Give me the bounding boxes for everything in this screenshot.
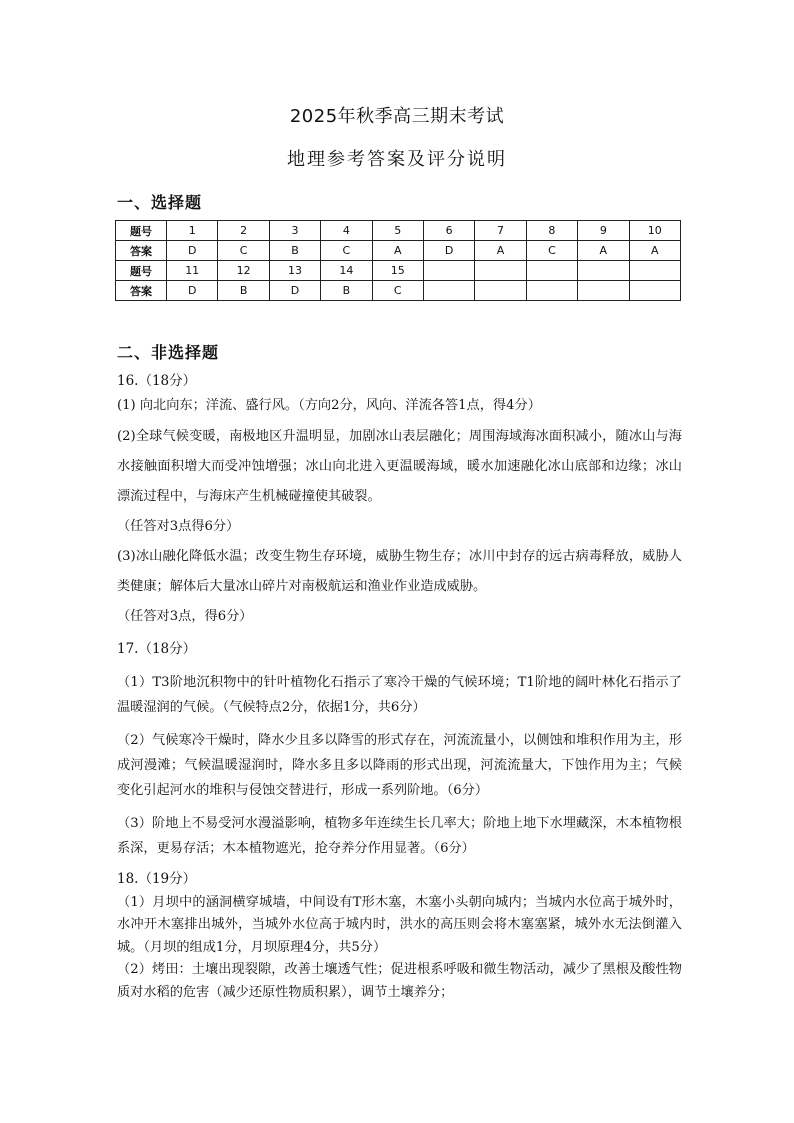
table-row (116, 261, 681, 281)
table-cell: A (475, 241, 526, 261)
table-cell: D (167, 241, 218, 261)
table-cell (475, 281, 526, 301)
table-cell: 13 (269, 261, 320, 281)
table-cell: B (321, 281, 372, 301)
table-row (116, 221, 681, 241)
table-cell: 7 (475, 221, 526, 241)
row-label-question: 题号 (116, 261, 167, 281)
table-cell (475, 261, 526, 281)
table-cell: C (218, 241, 269, 261)
table-cell: 6 (423, 221, 474, 241)
answer-paragraph: （1）月坝中的涵洞横穿城墙，中间设有T形木塞，木塞小头朝向城内；当城内水位高于城外时，水冲开木塞排出城外，当城外水位高于城内时，洪水的高压则会将木塞塞紧，城外水无法倒灌入城。（月坝的组成1分，月坝原理4分，共5分） (117, 894, 682, 955)
table-cell (423, 281, 474, 301)
table-cell: 5 (372, 221, 423, 241)
table-cell: A (372, 241, 423, 261)
section-heading-choice: 一、选择题 (117, 193, 203, 212)
table-cell: C (372, 281, 423, 301)
table-cell: B (269, 241, 320, 261)
table-cell: 9 (578, 221, 629, 241)
table-cell (629, 281, 680, 301)
table-cell: 12 (218, 261, 269, 281)
table-cell (578, 281, 629, 301)
table-cell: A (629, 241, 680, 261)
table-row (116, 281, 681, 301)
table-cell: 2 (218, 221, 269, 241)
table-cell: 3 (269, 221, 320, 241)
question-18-block (117, 868, 682, 1004)
scoring-note: （任答对3点得6分） (117, 519, 240, 534)
table-cell: D (167, 281, 218, 301)
answer-table (115, 220, 681, 301)
table-cell: 4 (321, 221, 372, 241)
row-label-answer: 答案 (116, 281, 167, 301)
answer-paragraph: （3）阶地上不易受河水漫溢影响，植物多年连续生长几率大；阶地上地下水埋藏深，木本植物根系深，更易存活；木本植物遮光，抢夺养分作用显著。（6分） (117, 815, 682, 856)
table-cell (629, 261, 680, 281)
table-cell: 11 (167, 261, 218, 281)
table-cell (526, 261, 577, 281)
scoring-note: （任答对3点，得6分） (117, 609, 253, 624)
page-title: 2025年秋季高三期末考试 (289, 106, 505, 127)
table-cell: B (218, 281, 269, 301)
table-cell: A (578, 241, 629, 261)
answer-paragraph: (3)冰山融化降低水温；改变生物生存环境，威胁生物生存；冰川中封存的远古病毒释放，威胁人类健康；解体后大量冰山碎片对南极航运和渔业作业造成威胁。 (117, 549, 682, 594)
answer-paragraph: (1) 向北向东；洋流、盛行风。（方向2分，风向、洋流各答1点，得4分） (117, 397, 541, 413)
table-cell (578, 261, 629, 281)
row-label-answer: 答案 (116, 241, 167, 261)
answer-paragraph: （1）T3阶地沉积物中的针叶植物化石指示了寒冷干燥的气候环境；T1阶地的阔叶林化石指示了温暖湿润的气候。（气候特点2分，依据1分，共6分） (117, 674, 682, 715)
question-heading: 16.（18分） (117, 373, 197, 389)
section-heading-nonchoice: 二、非选择题 (117, 343, 220, 362)
table-cell: 15 (372, 261, 423, 281)
answer-paragraph: （2）烤田：土壤出现裂隙，改善土壤透气性；促进根系呼吸和微生物活动，减少了黑根及酸性物质对水稻的危害（减少还原性物质积累），调节土壤养分； (117, 962, 682, 1000)
table-row (116, 241, 681, 261)
row-label-question: 题号 (116, 221, 167, 241)
table-cell: 1 (167, 221, 218, 241)
table-cell (423, 261, 474, 281)
page-subtitle: 地理参考答案及评分说明 (287, 149, 507, 170)
table-cell: C (526, 241, 577, 261)
question-heading: 18.（19分） (117, 871, 197, 887)
table-cell: D (423, 241, 474, 261)
answer-paragraph: （2）气候寒冷干燥时，降水少且多以降雪的形式存在，河流流量小，以侧蚀和堆积作用为主，形成河漫滩；气候温暖湿润时，降水多且多以降雨的形式出现，河流流量大，下蚀作用为主；气候变化引起河水的堆积与侵蚀交替进行，形成一系列阶地。（6分） (117, 732, 682, 798)
answer-paragraph: (2)全球气候变暖，南极地区升温明显，加剧冰山表层融化；周围海域海冰面积减小，随冰山与海水接触面积增大而受冲蚀增强；冰山向北进入更温暖海域，暖水加速融化冰山底部和边缘；冰山漂流过程中，与海床产生机械碰撞使其破裂。 (117, 429, 682, 504)
table-cell: C (321, 241, 372, 261)
table-cell: 14 (321, 261, 372, 281)
question-heading: 17.（18分） (117, 641, 197, 657)
table-cell (526, 281, 577, 301)
table-cell: D (269, 281, 320, 301)
table-cell: 10 (629, 221, 680, 241)
question-16-block (117, 370, 682, 632)
table-cell: 8 (526, 221, 577, 241)
question-17-block (117, 638, 682, 861)
